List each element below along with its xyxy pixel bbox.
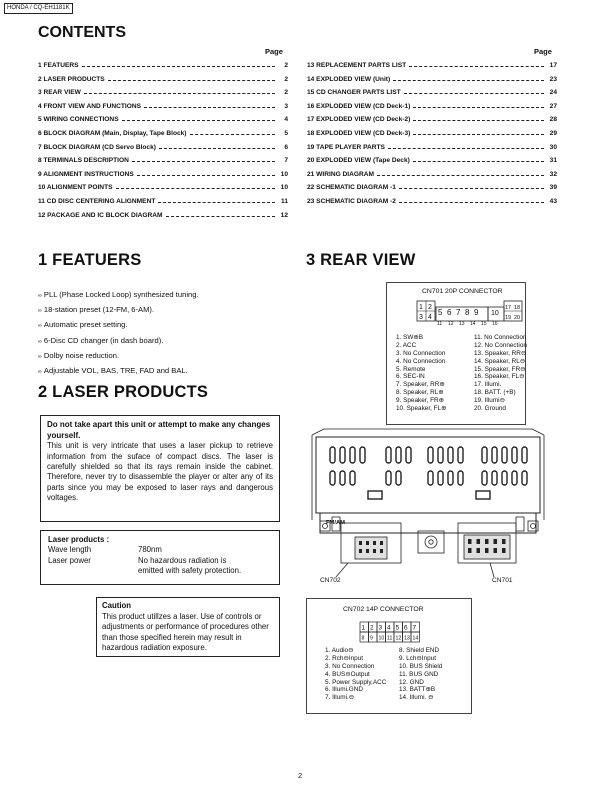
toc-entry-page: 31 — [549, 157, 557, 165]
toc-entry-page: 10 — [280, 170, 288, 178]
vent-slot — [512, 471, 517, 485]
laser-title: 2 LASER PRODUCTS — [38, 383, 209, 401]
cn702-socket-pin — [380, 541, 383, 545]
cn701-pin: 8 — [465, 308, 470, 317]
pin-assignment: 8. Speaker, RL⊕ — [396, 389, 444, 397]
pin-assignment: 12. No Connection — [474, 341, 527, 349]
cn701-socket-pin — [494, 539, 498, 544]
toc-entry — [307, 130, 557, 144]
pin-assignment: 7. Speaker, RR⊕ — [396, 381, 445, 389]
cn702-title: CN702 14P CONNECTOR — [343, 606, 424, 613]
toc-leader — [413, 107, 544, 108]
cn701-socket-pin — [502, 539, 506, 544]
pin-assignment: 1. SW⊕B — [396, 334, 424, 341]
cn702-left-pin-list — [325, 647, 386, 702]
cn701-socket-pin — [468, 548, 472, 553]
cn701-socket-pin — [468, 539, 472, 544]
toc-leader — [137, 175, 275, 176]
vent-slot — [438, 447, 443, 463]
cn702-socket-pin — [373, 541, 376, 545]
pin-assignment: 2. Rch⊖Input — [325, 654, 364, 662]
vent-slot — [428, 447, 433, 463]
features-title: 1 FEATUERS — [38, 251, 142, 269]
vent-slot — [330, 447, 335, 463]
toc-entry-label: 11 CD DISC CENTERING ALIGNMENT — [38, 197, 156, 205]
pin-assignment: 4. No Connection — [396, 357, 446, 365]
toc-entry-page: 27 — [549, 102, 557, 110]
pin-assignment: 7. Illumi.⊖ — [325, 694, 355, 702]
cn702-pin-number: 6 — [404, 624, 408, 632]
pin-assignment: 12. GND — [399, 678, 424, 686]
toc-entry-label: 3 REAR VIEW — [38, 89, 81, 97]
toc-entry — [38, 76, 288, 90]
toc-entry-label: 19 TAPE PLAYER PARTS — [307, 143, 385, 151]
toc-leader — [122, 120, 275, 121]
cn701-pin: 14 — [470, 321, 476, 325]
bullet-icon: ∞ — [38, 323, 42, 330]
toc-entry-page: 29 — [549, 129, 557, 137]
toc-entry-page: 30 — [549, 143, 557, 151]
toc-entry-page: 2 — [284, 75, 288, 83]
pin-assignment: 10. Speaker, FL⊕ — [396, 405, 447, 413]
toc-entry-page: 3 — [284, 102, 288, 110]
pin-assignment: 11. No Connection — [474, 334, 527, 341]
vent-slot — [512, 447, 517, 463]
vent-slot — [406, 447, 411, 463]
laser-warning-box — [40, 415, 280, 522]
cn701-title: CN701 20P CONNECTOR — [422, 288, 503, 295]
cn702-pin-number: 4 — [387, 624, 391, 632]
bullet-icon: ∞ — [38, 368, 42, 375]
cn701-socket-pin — [477, 539, 481, 544]
features-list — [38, 290, 278, 381]
toc-entry-page: 2 — [284, 89, 288, 97]
cn701-pin: 4 — [428, 314, 432, 321]
rear-view-title: 3 REAR VIEW — [306, 251, 416, 269]
pin-assignment: 19. Illumi⊖ — [474, 397, 505, 405]
cn701-socket-pin — [485, 548, 489, 553]
vent-slot — [522, 447, 527, 463]
toc-leader — [413, 134, 544, 135]
cn702-pin-number: 1 — [361, 624, 366, 632]
bullet-icon: ∞ — [38, 353, 42, 360]
cn701-pin: 16 — [492, 321, 498, 325]
toc-leader — [144, 107, 275, 108]
pin-assignment: 14. Illumi. ⊖ — [399, 694, 434, 702]
toc-entry — [38, 116, 288, 130]
toc-entry-page: 10 — [280, 184, 288, 192]
contents-page-header-right: Page — [534, 47, 552, 56]
vent-slot — [340, 471, 345, 485]
cn701-right-pin-list — [474, 334, 527, 413]
laser-power-value-1: No hazardous radiation is — [138, 555, 227, 565]
wave-length-value: 780nm — [138, 545, 162, 555]
toc-leader — [116, 188, 276, 189]
pin-assignment: 5. Power Supply,ACC — [325, 678, 387, 686]
pin-assignment: 3. No Connection — [396, 349, 446, 357]
toc-entry-page: 43 — [549, 197, 557, 205]
bullet-icon: ∞ — [38, 308, 42, 315]
pin-assignment: 9. Lch⊖Input — [399, 654, 436, 662]
cn701-pin: 6 — [447, 308, 452, 317]
vent-slot — [448, 471, 453, 485]
laser-products-heading: Laser products : — [48, 535, 110, 544]
feature-item — [38, 336, 278, 351]
cn701-pin: 9 — [474, 308, 479, 317]
cn701-left-pin-list — [396, 334, 446, 413]
pin-assignment: 8. Shield END — [399, 647, 440, 654]
feature-item — [38, 351, 278, 366]
vent-slot — [458, 471, 463, 485]
toc-leader — [108, 80, 275, 81]
vent-slots — [330, 447, 527, 499]
vent-slot — [458, 447, 463, 463]
cn702-pin-diagram — [359, 621, 421, 643]
toc-entry-page: 12 — [280, 211, 288, 219]
feature-item — [38, 290, 278, 305]
toc-entry — [38, 130, 288, 144]
cn702-pin-number: 13 — [404, 635, 410, 642]
toc-entry-page: 23 — [549, 75, 557, 83]
cn702-label: CN702 — [320, 577, 341, 584]
toc-leader — [377, 175, 544, 176]
pin-assignment: 17. Illumi. — [474, 381, 502, 389]
cn701-pin: 17 — [505, 305, 512, 311]
toc-entry-page: 11 — [281, 197, 288, 205]
toc-entry-page: 7 — [284, 157, 288, 165]
toc-entry-label: 20 EXPLODED VIEW (Tape Deck) — [307, 157, 410, 165]
feature-text: 6-Disc CD changer (in dash board). — [43, 335, 164, 345]
toc-entry-page: 39 — [549, 184, 557, 192]
cn701-pin: 10 — [491, 310, 499, 317]
toc-leader — [166, 216, 275, 217]
toc-entry-label: 21 WIRING DIAGRAM — [307, 170, 375, 178]
toc-entry — [38, 103, 288, 117]
feature-text: Adjustable VOL, BAS, TRE, FAD and BAL. — [43, 365, 188, 375]
laser-power-key: Laser power — [48, 555, 91, 565]
toc-entry — [307, 184, 557, 198]
cn702-pin-number: 2 — [370, 624, 374, 632]
toc-entry-label: 14 EXPLODED VIEW (Unit) — [307, 75, 391, 83]
cn702-pin-number: 14 — [412, 635, 419, 642]
vent-slot — [492, 447, 497, 463]
pin-assignment: 6. Illumi.GND — [325, 686, 363, 694]
vent-slot — [330, 471, 335, 485]
toc-entry-page: 17 — [549, 62, 557, 69]
toc-entry-label: 7 BLOCK DIAGRAM (CD Servo Block) — [38, 143, 156, 151]
cn702-socket-pin — [359, 541, 362, 545]
laser-power-row-2 — [48, 566, 272, 576]
laser-power-row — [48, 556, 272, 566]
vent-slot — [482, 447, 487, 463]
contents-page-header-left: Page — [265, 47, 283, 56]
vent-slot — [350, 471, 355, 485]
cn702-socket-pin — [366, 549, 369, 553]
toc-entry — [307, 116, 557, 130]
bullet-icon: ∞ — [38, 293, 42, 299]
toc-entry-label: 17 EXPLODED VIEW (CD Deck-2) — [307, 116, 411, 124]
toc-entry-page: 5 — [284, 129, 288, 137]
pin-assignment: 15. Speaker, FR⊖ — [474, 365, 526, 373]
toc-leader — [413, 120, 544, 121]
toc-entry-label: 9 ALIGNMENT INSTRUCTIONS — [38, 170, 134, 178]
toc-entry — [38, 144, 288, 158]
vent-slot — [350, 447, 355, 463]
toc-entry-page: 6 — [284, 143, 288, 151]
cn701-pin: 15 — [481, 321, 487, 325]
toc-leader — [399, 188, 544, 189]
cn702-pin-number: 3 — [378, 624, 383, 632]
cn701-pin: 20 — [514, 315, 521, 321]
cn701-pin: 7 — [456, 308, 461, 317]
toc-entry — [307, 171, 557, 185]
cn701-leader — [490, 563, 494, 577]
antenna-socket — [418, 531, 444, 553]
toc-leader — [82, 66, 275, 67]
toc-entry — [38, 171, 288, 185]
toc-entry — [38, 198, 288, 212]
pin-assignment: 13. Speaker, RR⊖ — [474, 349, 527, 357]
contents-title: CONTENTS — [38, 24, 126, 41]
pin-assignment: 2. ACC — [396, 341, 417, 349]
cn702-socket — [355, 537, 387, 559]
cn701-pin: 12 — [448, 321, 454, 325]
chassis-tab — [368, 491, 382, 499]
wave-length-row — [48, 545, 272, 555]
cn702-leader — [336, 563, 348, 577]
pin-assignment: 18. BATT. (+B) — [474, 389, 516, 397]
toc-entry — [307, 62, 557, 76]
toc-leader — [409, 66, 544, 67]
toc-entry-label: 6 BLOCK DIAGRAM (Main, Display, Tape Block) — [38, 129, 187, 137]
vent-slot — [340, 447, 345, 463]
toc-leader — [399, 202, 544, 203]
toc-entry — [307, 76, 557, 90]
toc-entry-label: 12 PACKAGE AND IC BLOCK DIAGRAM — [38, 211, 163, 219]
cn701-pin-diagram — [415, 299, 525, 325]
cn701-pin: 19 — [505, 315, 512, 321]
caution-box — [96, 597, 280, 657]
toc-entry — [307, 103, 557, 117]
cn702-socket-pin — [359, 549, 362, 553]
vent-slot — [522, 471, 527, 485]
cn701-socket-pin — [502, 548, 506, 553]
cn702-pin-number: 8 — [361, 635, 365, 642]
feature-text: 18-station preset (12-FM, 6-AM). — [43, 305, 155, 315]
toc-entry — [38, 157, 288, 171]
cn701-pin: 13 — [459, 321, 465, 325]
cn701-pin: 3 — [419, 314, 423, 321]
pin-assignment: 11. BUS GND — [399, 670, 439, 678]
vent-slot — [396, 447, 401, 463]
toc-entry-label: 23 SCHEMATIC DIAGRAM -2 — [307, 197, 396, 205]
toc-entry-label: 1 FEATUERS — [38, 62, 79, 69]
vent-slot — [386, 447, 391, 463]
cn702-pin-number: 12 — [395, 635, 402, 642]
cn701-socket-pin — [477, 548, 481, 553]
vent-slot — [482, 471, 487, 485]
toc-entry-label: 22 SCHEMATIC DIAGRAM -1 — [307, 184, 396, 192]
cn701-label: CN701 — [492, 577, 513, 584]
cn701-pin: 18 — [514, 305, 521, 311]
page-number: 2 — [298, 771, 303, 780]
pin-assignment: 16. Speaker, FL⊖ — [474, 373, 525, 381]
cn702-connector-box — [306, 598, 472, 714]
model-tag: HONDA / CQ-EH1181K — [4, 3, 73, 14]
vent-slot — [448, 447, 453, 463]
feature-text: PLL (Phase Locked Loop) synthesized tuning. — [43, 290, 199, 299]
toc-leader — [413, 161, 544, 162]
laser-products-box — [40, 530, 280, 585]
pin-assignment: 6. SEC-IN — [396, 373, 425, 381]
cn701-socket-pin — [485, 539, 489, 544]
pin-assignment: 10. BUS Shield — [399, 662, 443, 670]
toc-leader — [404, 93, 544, 94]
toc-left — [38, 62, 288, 225]
vent-slot — [502, 471, 507, 485]
toc-leader — [190, 134, 276, 135]
toc-entry-label: 18 EXPLODED VIEW (CD Deck-3) — [307, 129, 411, 137]
toc-entry-label: 4 FRONT VIEW AND FUNCTIONS — [38, 102, 142, 110]
toc-entry — [38, 212, 288, 226]
cn702-socket-pin — [373, 549, 376, 553]
cn702-pin-number: 7 — [412, 624, 417, 632]
vent-slot — [428, 471, 433, 485]
toc-entry-page: 2 — [284, 62, 288, 69]
caution-heading: Caution — [102, 601, 132, 610]
caution-body: This product utillzes a laser. Use of controls or adjustments or performance of procedures other than those specified herein may result in hazardous radiation exposure. — [102, 611, 269, 653]
toc-entry-page: 28 — [549, 116, 557, 124]
cn702-pin-number: 9 — [370, 635, 373, 642]
toc-entry-label: 2 LASER PRODUCTS — [38, 75, 105, 83]
toc-entry — [38, 62, 288, 76]
feature-item — [38, 305, 278, 320]
vent-slot — [396, 471, 401, 485]
toc-entry — [307, 144, 557, 158]
toc-entry — [307, 198, 557, 212]
chassis-tab — [476, 491, 490, 499]
laser-warning-heading: Do not take apart this unit or attempt to make any changes yourself. — [47, 420, 271, 440]
pin-assignment: 4. BUS⊖Output — [325, 670, 370, 678]
vent-slot — [360, 447, 365, 463]
feature-item — [38, 366, 278, 381]
pin-assignment: 1. Audio⊖ — [325, 647, 354, 654]
toc-entry-label: 5 WIRING CONNECTIONS — [38, 116, 119, 124]
cn702-pin-number: 5 — [395, 624, 400, 632]
toc-entry-page: 4 — [284, 116, 288, 124]
feature-text: Dolby noise reduction. — [43, 350, 120, 360]
toc-entry — [38, 89, 288, 103]
pin-assignment: 3. No Connection — [325, 662, 375, 670]
cn701-pin: 1 — [419, 304, 423, 311]
feature-item — [38, 320, 278, 335]
rear-panel-drawing — [308, 425, 548, 590]
feature-text: Automatic preset setting. — [43, 320, 128, 330]
toc-leader — [158, 202, 275, 203]
laser-warning-body: This unit is very intricate that uses a laser pickup to retrieve information from the suface of compact discs. The laser is carefully shielded so that its rays remain inside the cabinet. Therefore, never try to disassemble the player or alter any of its parts since you may be exposed to laser rays and dangerous voltages. — [47, 441, 273, 503]
cn701-socket — [464, 535, 510, 559]
wave-length-key: Wave length — [48, 545, 92, 555]
toc-entry-page: 32 — [549, 170, 557, 178]
toc-leader — [159, 148, 275, 149]
toc-entry-label: 8 TERMINALS DESCRIPTION — [38, 157, 129, 165]
vent-slot — [438, 471, 443, 485]
vent-slot — [386, 471, 391, 485]
cn702-pin-number: 10 — [378, 635, 385, 642]
pin-assignment: 5. Remote — [396, 365, 426, 373]
pin-assignment: 13. BATT⊕B — [399, 686, 436, 694]
cn701-pin: 11 — [437, 321, 443, 325]
vent-slot — [502, 447, 507, 463]
toc-entry-label: 10 ALIGNMENT POINTS — [38, 184, 113, 192]
toc-entry-label: 13 REPLACEMENT PARTS LIST — [307, 62, 407, 69]
cn701-pin: 5 — [438, 308, 443, 317]
cn701-socket-pin — [494, 548, 498, 553]
cn702-right-pin-list — [399, 647, 442, 702]
fm-am-label: FM/AM — [326, 520, 345, 526]
pin-assignment: 20. Ground — [474, 405, 506, 413]
toc-leader — [393, 80, 544, 81]
laser-power-value-2: emitted with safety protection. — [138, 566, 242, 576]
cn701-pin: 2 — [428, 304, 432, 311]
bullet-icon: ∞ — [38, 338, 42, 345]
pin-assignment: 14. Speaker, RL⊖ — [474, 357, 526, 365]
toc-entry-label: 15 CD CHANGER PARTS LIST — [307, 89, 401, 97]
toc-leader — [388, 148, 544, 149]
toc-leader — [132, 161, 275, 162]
vent-slot — [492, 471, 497, 485]
cn701-connector-box — [386, 282, 526, 425]
cn702-pin-number: 11 — [387, 635, 393, 642]
toc-entry — [307, 157, 557, 171]
toc-leader — [84, 93, 275, 94]
toc-entry — [38, 184, 288, 198]
cn702-socket-pin — [380, 549, 383, 553]
toc-entry-page: 24 — [549, 89, 557, 97]
pin-assignment: 9. Speaker, FR⊕ — [396, 397, 444, 405]
cn702-socket-pin — [366, 541, 369, 545]
toc-entry — [307, 89, 557, 103]
toc-right — [307, 62, 557, 212]
toc-entry-label: 16 EXPLODED VIEW (CD Deck-1) — [307, 102, 411, 110]
